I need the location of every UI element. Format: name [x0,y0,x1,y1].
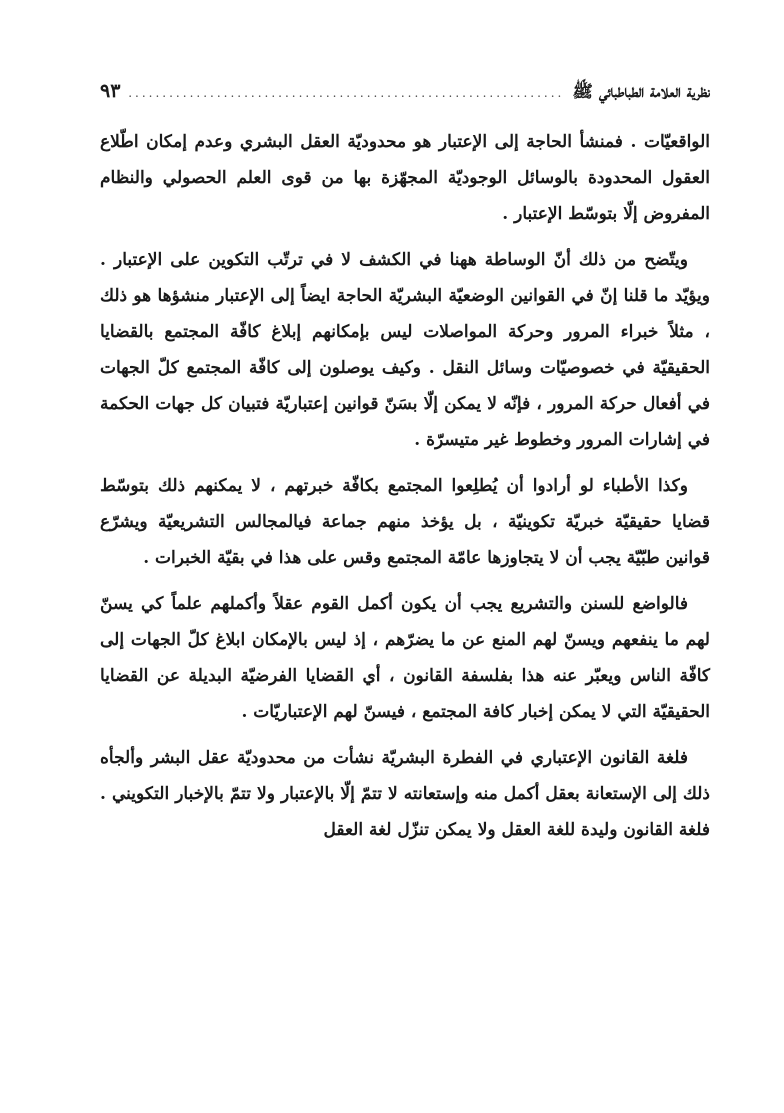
running-header [100,80,710,116]
header-title: نظرية العلامة الطباطبائي ﷺ [572,82,710,102]
page-number: ٩٣ [100,80,121,102]
paragraph-1: الواقعيّات . فمنشأ الحاجة إلى الإعتبار هو محدوديّة العقل البشري وعدم إمكان اطّلاع العقول المحدودة بالوسائل الوجوديّة المجهّزة بها من قوى العلم الحصولي والنظام المفروض إلّا بتوسّط الإعتبار . [100,132,710,224]
paragraph-4: فالواضع للسنن والتشريع يجب أن يكون أكمل القوم عقلاً وأكملهم علماً كي يسنّ لهم ما ينفعهم ويسنّ لهم المنع عن ما يضرّهم ، إذ ليس بالإمكان ابلاغ كلّ الجهات إلى كافّة الناس ويعبّر عنه هذا بفلسفة القانون ، أي القضايا الفرضيّة البديلة عن القضايا الحقيقيّة التي لا يمكن إخبار كافة المجتمع ، فيسنّ لهم الإعتباريّات . [100,594,710,722]
paragraph-5: فلغة القانون الإعتباري في الفطرة البشريّة نشأت من محدوديّة عقل البشر وألجأه ذلك إلى الإستعانة بعقل أكمل منه وإستعانته لا تتمّ إلّا بالإعتبار ولا تتمّ بالإخبار التكويني . فلغة القانون وليدة للغة العقل ولا يمكن تنزّل لغة العقل [100,748,710,840]
book-page [100,80,710,858]
paragraph-3: وكذا الأطباء لو أرادوا أن يُطلِعوا المجتمع بكافّة خبرتهم ، لا يمكنهم ذلك بتوسّط قضايا حقيقيّة خبريّة تكوينيّة ، بل يؤخذ منهم جماعة فيالمجالس التشريعيّة ويشرّع قوانين طبّيّة يجب أن لا يتجاوزها عامّة المجتمع وقس على هذا في بقيّة الخبرات . [100,476,710,568]
page-body [100,124,710,848]
header-leader-dots [128,86,564,100]
paragraph-2: ويتّضح من ذلك أنّ الوساطة ههنا في الكشف لا في ترتّب التكوين على الإعتبار . ويؤيّد ما قلنا إنّ في القوانين الوضعيّة البشريّة الحاجة ايضاً إلى الإعتبار منشؤها هو ذلك ، مثلاً خبراء المرور وحركة المواصلات ليس بإمكانهم إبلاغ كافّة المجتمع بالقضايا الحقيقيّة في خصوصيّات وسائل النقل . وكيف يوصلون إلى كافّة المجتمع كلّ الجهات في أفعال حركة المرور ، فإنّه لا يمكن إلّا بسَنّ قوانين إعتباريّة فتبيان كل جهات الحكمة في إشارات المرور وخطوط غير متيسرّة . [100,250,710,450]
